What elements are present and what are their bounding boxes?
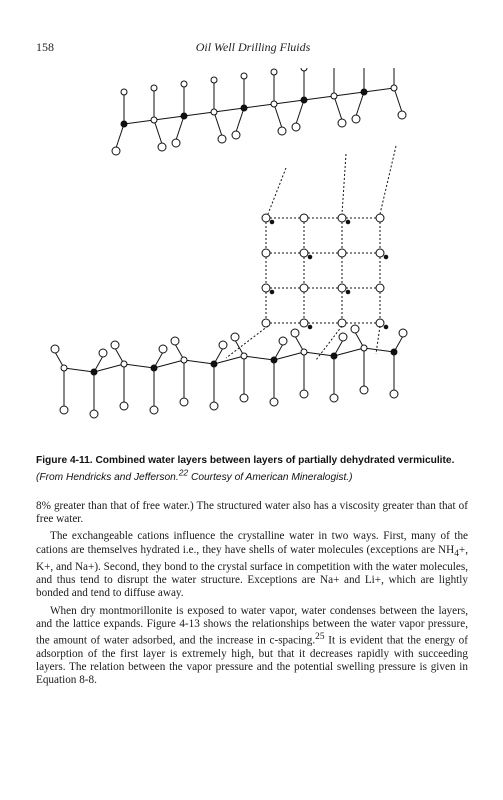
oxygen-atom (338, 119, 346, 127)
oxygen-atom (292, 123, 300, 131)
oxygen-atom (301, 68, 307, 71)
bond-line (214, 112, 222, 136)
oxygen-atom (352, 115, 360, 123)
page-number: 158 (36, 40, 54, 54)
oxygen-atom (219, 341, 227, 349)
bond-line (116, 124, 124, 148)
bond-line (214, 356, 244, 364)
bond-line (296, 100, 304, 124)
oxygen-atom (300, 214, 308, 222)
oxygen-atom (99, 349, 107, 357)
bond-line (364, 348, 394, 352)
cation-atom (346, 290, 350, 294)
bond-line (274, 104, 282, 128)
oxygen-atom (262, 214, 270, 222)
oxygen-atom (338, 319, 346, 327)
bond-line (236, 108, 244, 132)
oxygen-atom (262, 319, 270, 327)
bond-line (356, 92, 364, 116)
oxygen-atom (398, 111, 406, 119)
oxygen-atom (360, 386, 368, 394)
paragraph-1: 8% greater than that of free water.) The structured water also has a viscosity greater than that of free water. (36, 500, 468, 526)
bond-line (176, 116, 184, 140)
oxygen-atom (172, 139, 180, 147)
oxygen-atom (330, 394, 338, 402)
page-header (36, 40, 470, 60)
bond-line (334, 348, 364, 356)
oxygen-atom (111, 341, 119, 349)
oxygen-atom (361, 345, 367, 351)
paragraph-3-reference: 25 (315, 632, 325, 643)
oxygen-atom (121, 89, 127, 95)
oxygen-atom (112, 147, 120, 155)
oxygen-atom (339, 333, 347, 341)
bond-line (94, 364, 124, 372)
caption-credit: (From Hendricks and Jefferson.$^{22}$ Courtesy of American Mineralogist.) (36, 468, 353, 484)
bond-line (274, 352, 304, 360)
oxygen-atom (151, 85, 157, 91)
cation-atom (271, 357, 277, 363)
cation-atom (270, 220, 274, 224)
oxygen-atom (300, 390, 308, 398)
oxygen-atom (262, 249, 270, 257)
cation-atom (346, 220, 350, 224)
bond-line (124, 364, 154, 368)
bond-line (304, 96, 334, 100)
oxygen-atom (90, 410, 98, 418)
cation-atom (121, 121, 127, 127)
hydrogen-bond-line (226, 326, 268, 358)
bond-line (154, 120, 162, 144)
hydrogen-bond-line (342, 154, 346, 214)
cation-atom (391, 349, 397, 355)
oxygen-atom (376, 214, 384, 222)
bond-line (244, 104, 274, 108)
oxygen-atom (159, 345, 167, 353)
oxygen-atom (60, 406, 68, 414)
oxygen-atom (121, 361, 127, 367)
oxygen-atom (271, 101, 277, 107)
cation-atom (331, 353, 337, 359)
bond-line (394, 88, 402, 112)
oxygen-atom (150, 406, 158, 414)
cation-atom (361, 89, 367, 95)
oxygen-atom (61, 365, 67, 371)
oxygen-atom (211, 77, 217, 83)
cation-atom (241, 105, 247, 111)
oxygen-atom (210, 402, 218, 410)
bond-line (364, 88, 394, 92)
oxygen-atom (232, 131, 240, 139)
cation-atom (301, 97, 307, 103)
oxygen-atom (262, 284, 270, 292)
oxygen-atom (376, 249, 384, 257)
bond-line (154, 116, 184, 120)
oxygen-atom (351, 325, 359, 333)
bond-line (64, 368, 94, 372)
figure-caption (36, 454, 466, 484)
oxygen-atom (158, 143, 166, 151)
oxygen-atom (391, 85, 397, 91)
bond-line (334, 96, 342, 120)
running-title: Oil Well Drilling Fluids (195, 40, 311, 54)
cation-atom (384, 325, 388, 329)
oxygen-atom (399, 329, 407, 337)
oxygen-atom (278, 127, 286, 135)
oxygen-atom (338, 214, 346, 222)
bond-line (184, 112, 214, 116)
oxygen-atom (271, 69, 277, 75)
oxygen-atom (231, 333, 239, 341)
oxygen-atom (279, 337, 287, 345)
oxygen-atom (376, 319, 384, 327)
hydrogen-bond-line (268, 168, 286, 214)
bond-line (274, 100, 304, 104)
oxygen-atom (181, 81, 187, 87)
oxygen-atom (171, 337, 179, 345)
cation-atom (308, 255, 312, 259)
oxygen-atom (181, 357, 187, 363)
paragraph-3: When dry montmorillonite is exposed to water vapor, water condenses between the layers, and the lattice expands. Figure 4-13 shows the relationships between the water vapor pressure, the amount of water adsorbed, and the increase in c-spacing.$^{25}$ It is evident that the energy of adsorption of the first layer is extremely high, but that it decreases rapidly with succeeding layers. The relation between the vapor pressure and the potential swelling pressure is given in Equation 8-8. (36, 604, 468, 687)
oxygen-atom (240, 394, 248, 402)
cation-atom (384, 255, 388, 259)
bond-line (124, 120, 154, 124)
oxygen-atom (51, 345, 59, 353)
oxygen-atom (331, 93, 337, 99)
oxygen-atom (270, 398, 278, 406)
oxygen-atom (301, 349, 307, 355)
oxygen-atom (291, 329, 299, 337)
cation-atom (181, 113, 187, 119)
oxygen-atom (211, 109, 217, 115)
oxygen-atom (300, 319, 308, 327)
cation-atom (211, 361, 217, 367)
bond-line (244, 356, 274, 360)
oxygen-atom (241, 353, 247, 359)
bond-line (334, 92, 364, 96)
oxygen-atom (241, 73, 247, 79)
caption-lead: Figure 4-11. Combined water layers between layers of partially dehydrated vermiculite. (36, 455, 455, 466)
oxygen-atom (300, 284, 308, 292)
oxygen-atom (338, 249, 346, 257)
cation-atom (151, 365, 157, 371)
oxygen-atom (218, 135, 226, 143)
vermiculite-structure-figure (36, 68, 470, 446)
oxygen-atom (300, 249, 308, 257)
caption-reference: 22 (178, 468, 189, 478)
cation-atom (91, 369, 97, 375)
oxygen-atom (151, 117, 157, 123)
oxygen-atom (180, 398, 188, 406)
hydrogen-bond-line (380, 146, 396, 214)
cation-atom (308, 325, 312, 329)
oxygen-atom (376, 284, 384, 292)
oxygen-atom (338, 284, 346, 292)
cation-atom (270, 290, 274, 294)
bond-line (214, 108, 244, 112)
oxygen-atom (120, 402, 128, 410)
bond-line (154, 360, 184, 368)
paragraph-2: The exchangeable cations influence the crystalline water in two ways. First, many of the cations are themselves hydrated i.e., they have shells of water molecules (exceptions are $NH_4+$, K+, and Na+). Second, they bond to the crystal surface in competition with the water molecules, and thus tend to disrupt the water structure. Exceptions are Na+ and Li+, which are lightly bonded and tend to diffuse away. (36, 530, 468, 600)
oxygen-atom (390, 390, 398, 398)
body-text (36, 500, 468, 692)
bond-line (184, 360, 214, 364)
